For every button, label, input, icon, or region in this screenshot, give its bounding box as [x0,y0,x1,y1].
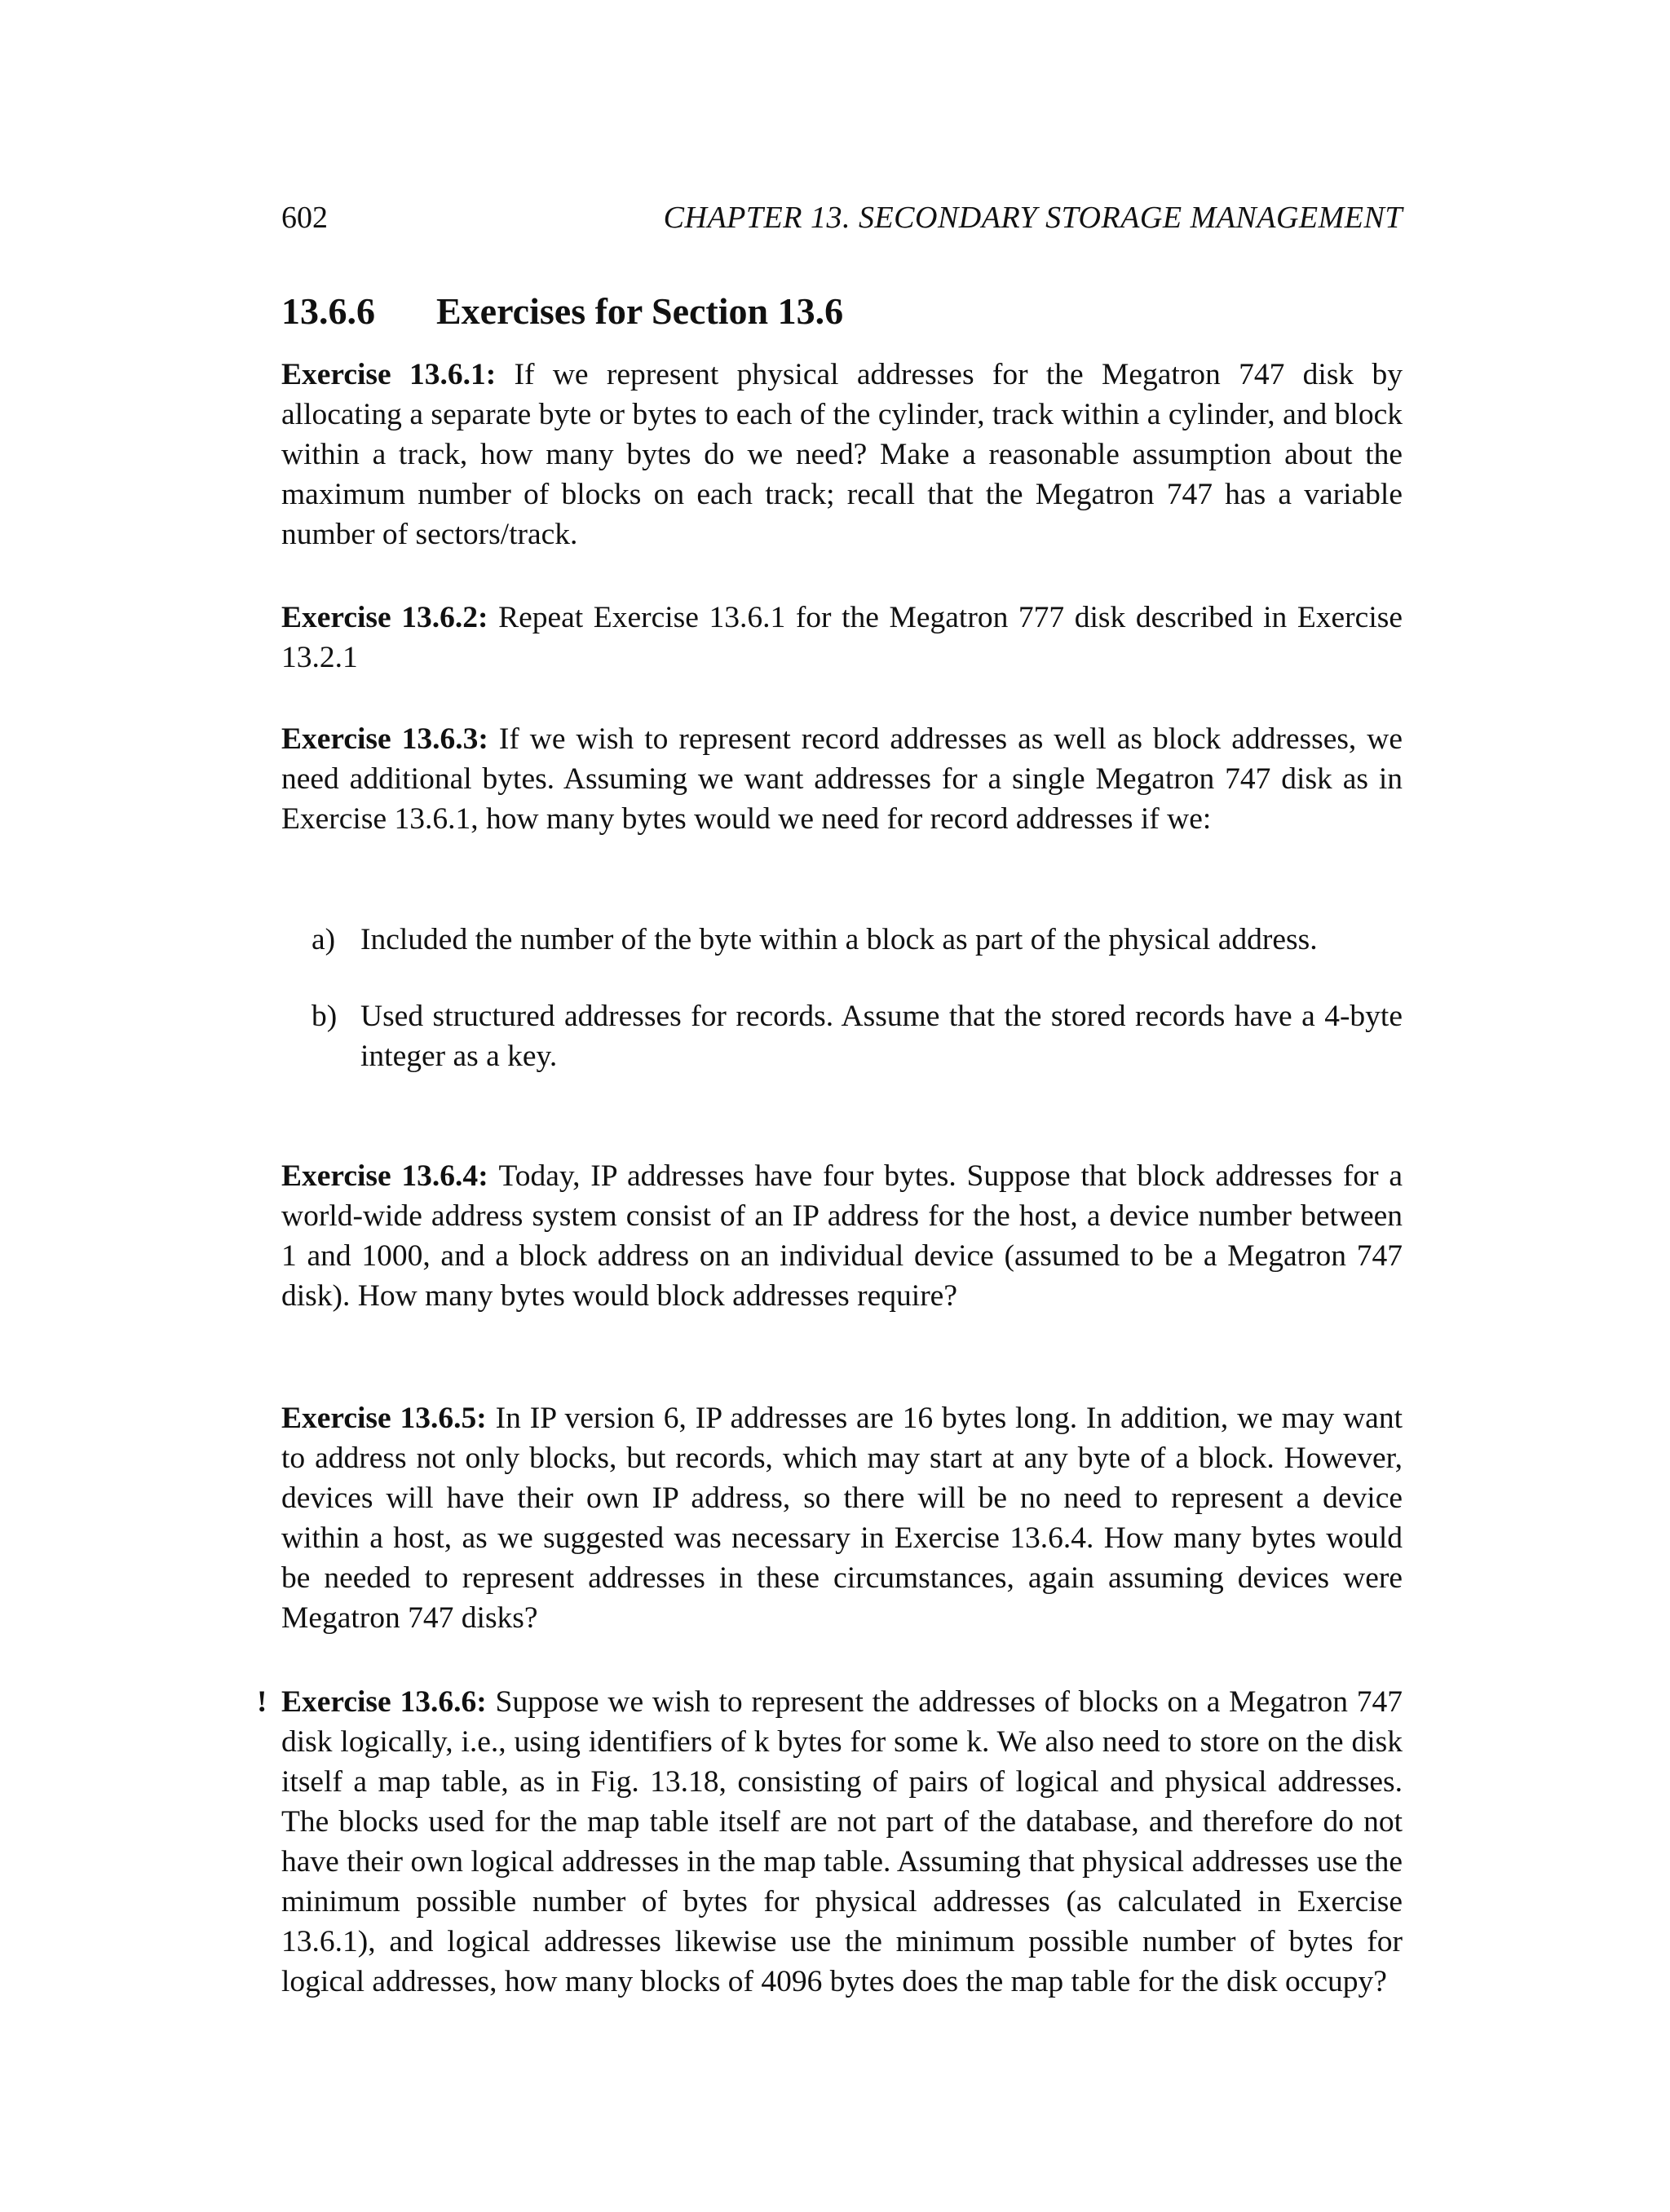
exercise-label: Exercise 13.6.3 [281,722,479,756]
page-number: 602 [281,201,328,235]
chapter-title: CHAPTER 13. SECONDARY STORAGE MANAGEMENT [663,201,1403,235]
list-item [311,996,1403,1076]
list-item [311,920,1403,960]
exercise-label: Exercise 13.6.5 [281,1402,477,1435]
exercise-13-6-3-items [311,920,1403,1076]
exercise-13-6-6: Exercise 13.6.6: Suppose we wish to represent the addresses of blocks on a Megatron 747 disk logically, i.e., using identifiers of k bytes for some k. We also need to store on the disk itself a map table, as in Fig. 13.18, consisting of pairs of logical and physical addresses. The blocks used for the map table itself are not part of the database, and therefore do not have their own logical addresses in the map table. Assuming that physical addresses use the minimum possible number of bytes for physical addresses (as calculated in Exercise 13.6.1), and logical addresses likewise use the minimum possible number of bytes for logical addresses, how many blocks of 4096 bytes does the map table for the disk occupy? [281,1685,1403,1998]
running-header [281,197,1403,238]
item-text: Used structured addresses for records. Assume that the stored records have a 4-byte integer as a key. [360,1000,1403,1073]
section-number: 13.6.6 [281,290,375,332]
exercise-text: If we represent physical addresses for the Megatron 747 disk by allocating a separate byte or bytes to each of the cylinder, track within a cylinder, and block within a track, how many bytes do we need? Make a reasonable assumption about the maximum number of blocks on each track; recall that the Megatron 747 has a variable number of sectors/track. [281,358,1403,551]
item-text: Included the number of the byte within a block as part of the physical address. [360,923,1318,956]
difficulty-marker: ! [257,1685,267,1719]
item-marker: a) [311,923,336,956]
exercise-13-6-4: Exercise 13.6.4: Today, IP addresses have four bytes. Suppose that block addresses for a world-wide address system consist of an IP address for the host, a device number between 1 and 1000, and a block address on an individual device (assumed to be a Megatron 747 disk). How many bytes would block addresses require? [281,1159,1403,1313]
section-title: Exercises for Section 13.6 [436,290,844,332]
exercise-text: In IP version 6, IP addresses are 16 bytes long. In addition, we may want to address not only blocks, but records, which may start at any byte of a block. However, devices will have their own IP address, so there will be no need to represent a device within a host, as we suggested was necessary in Exercise 13.6.4. How many bytes would be needed to represent addresses in these circumstances, again assuming devices were Megatron 747 disks? [281,1402,1403,1635]
exercise-text: If we wish to represent record addresses as well as block addresses, we need additional bytes. Assuming we want addresses for a single Megatron 747 disk as in Exercise 13.6.1, how many bytes would we need for record addresses if we: [281,722,1403,836]
exercise-label: Exercise 13.6.1 [281,358,486,391]
exercise-label: Exercise 13.6.2 [281,601,479,634]
exercise-text: Today, IP addresses have four bytes. Suppose that block addresses for a world-wide address system consist of an IP address for the host, a device number between 1 and 1000, and a block address on an individual device (assumed to be a Megatron 747 disk). How many bytes would block addresses require? [281,1159,1403,1313]
exercise-label: Exercise 13.6.6 [281,1685,477,1719]
exercise-13-6-3: Exercise 13.6.3: If we wish to represent record addresses as well as block addresses, we need additional bytes. Assuming we want addresses for a single Megatron 747 disk as in Exercise 13.6.1, how many bytes would we need for record addresses if we: [281,722,1403,836]
exercise-label: Exercise 13.6.4 [281,1159,479,1193]
item-marker: b) [311,1000,338,1033]
exercise-text: Suppose we wish to represent the addresses of blocks on a Megatron 747 disk logically, i.e., using identifiers of k bytes for some k. We also need to store on the disk itself a map table, as in Fig. 13.18, consisting of pairs of logical and physical addresses. The blocks used for the map table itself are not part of the database, and therefore do not have their own logical addresses in the map table. Assuming that physical addresses use the minimum possible number of bytes for physical addresses (as calculated in Exercise 13.6.1), and logical addresses likewise use the minimum possible number of bytes for logical addresses, how many blocks of 4096 bytes does the map table for the disk occupy? [281,1685,1403,1998]
exercise-text: Repeat Exercise 13.6.1 for the Megatron 777 disk described in Exercise 13.2.1 [281,601,1403,674]
exercise-13-6-5: Exercise 13.6.5: In IP version 6, IP addresses are 16 bytes long. In addition, we may want to address not only blocks, but records, which may start at any byte of a block. However, devices will have their own IP address, so there will be no need to represent a device within a host, as we suggested was necessary in Exercise 13.6.4. How many bytes would be needed to represent addresses in these circumstances, again assuming devices were Megatron 747 disks? [281,1402,1403,1635]
section-heading [281,287,843,336]
exercise-13-6-2: Exercise 13.6.2: Repeat Exercise 13.6.1 for the Megatron 777 disk described in Exercise 13.2.1 [281,601,1403,674]
exercise-13-6-1: Exercise 13.6.1: If we represent physical addresses for the Megatron 747 disk by allocating a separate byte or bytes to each of the cylinder, track within a cylinder, and block within a track, how many bytes do we need? Make a reasonable assumption about the maximum number of blocks on each track; recall that the Megatron 747 has a variable number of sectors/track. [281,358,1403,551]
